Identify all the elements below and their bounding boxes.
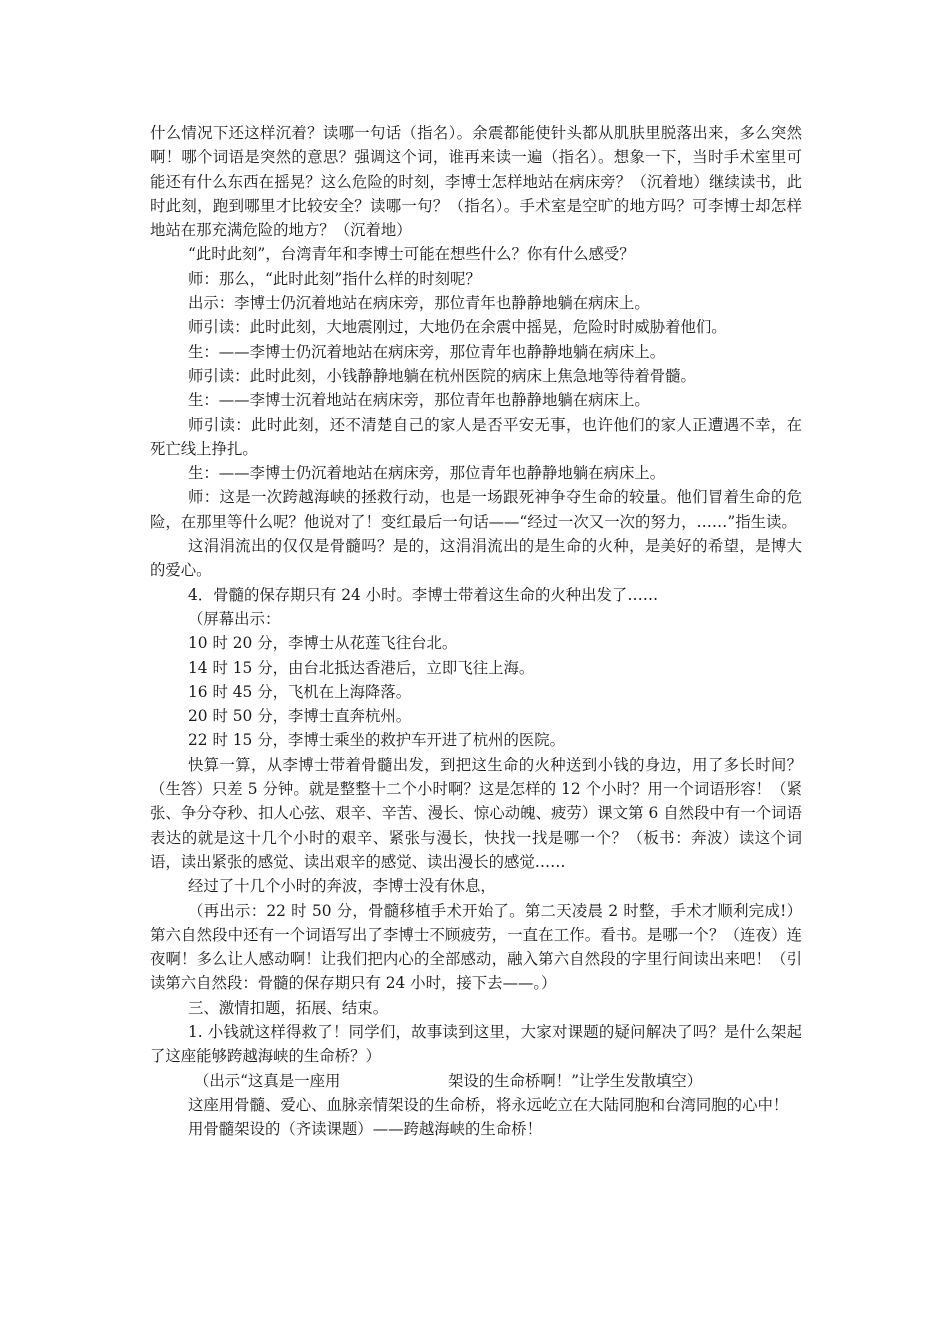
section-heading-3: 三、激情扣题，拓展、结束。 bbox=[188, 998, 389, 1017]
paragraph-3: 师：那么，“此时此刻”指什么样的时刻呢？ bbox=[188, 269, 481, 288]
paragraph-5: 师引读：此时此刻，大地震刚过，大地仍在余震中摇晃，危险时时威胁着他们。 bbox=[188, 318, 727, 337]
paragraph-1: 什么情况下还这样沉着？读哪一句话（指名）。余震都能使针头都从肌肤里脱落出来，多么突然啊！哪个词语是突然的意思？强调这个词，谁再来读一遍（指名）。想象一下，当时手术室里可能还有什么东西在摇晃？这么危险的时刻，李博士怎样地站在病床旁？（沉着地）继续读书，此时此刻，跑到哪里才比较安全？读哪一句？（指名）。手术室是空旷的地方吗？可李博士却怎样地站在那充满危险的地方？（沉着地） bbox=[150, 124, 802, 240]
paragraph-11: 师：这是一次跨越海峡的拯救行动，也是一场跟死神争夺生命的较量。他们冒着生命的危险，在那里等什么呢？他说对了！变红最后一句话——“经过一次又一次的努力，……”指生读。 bbox=[150, 488, 802, 531]
fill-in-prompt: （出示“这真是一座用 架设的生命桥啊！”让学生发散填空） bbox=[194, 1071, 703, 1090]
paragraph-24: 1. 小钱就这样得救了！同学们，故事读到这里，大家对课题的疑问解决了吗？是什么架起了这座能够跨越海峡的生命桥？） bbox=[150, 1022, 802, 1066]
paragraph-4: 出示：李博士仍沉着地站在病床旁，那位青年也静静地躺在病床上。 bbox=[188, 294, 650, 313]
paragraph-10: 生：——李博士仍沉着地站在病床旁，那位青年也静静地躺在病床上。 bbox=[188, 464, 666, 483]
paragraph-2: “此时此刻”，台湾青年和李博士可能在想些什么？你有什么感受？ bbox=[188, 245, 635, 264]
paragraph-12: 这涓涓流出的仅仅是骨髓吗？是的，这涓涓流出的是生命的火种，是美好的希望，是博大的爱心。 bbox=[150, 537, 802, 580]
timeline-item-2: 14 时 15 分，由台北抵达香港后，立即飞往上海。 bbox=[188, 658, 535, 677]
paragraph-8: 生：——李博士沉着地站在病床旁，那位青年也静静地躺在病床上。 bbox=[188, 391, 650, 410]
paragraph-22: （再出示：22 时 50 分，骨髓移植手术开始了。第二天凌晨 2 时整，手术才顺利完成!）第六自然段中还有一个词语写出了李博士不顾疲劳，一直在工作。看书。是哪一个？（连夜）连夜啊！多么让人感动啊！让我们把内心的全部感动，融入第六自然段的字里行间读出来吧！（引读第六自然段：骨髓的保存期只有 24 小时，接下去——。） bbox=[150, 901, 802, 993]
paragraph-20: 快算一算，从李博士带着骨髓出发，到把这生命的火种送到小钱的身边，用了多长时间？（生答）只差 5 分钟。就是整整十二个小时啊？这是怎样的 12 个小时？用一个词语形容！（紧张、争分夺秒、扣人心弦、艰辛、辛苦、漫长、惊心动魄、疲劳）课文第 6 自然段中有一个词语表达的就是这十几个小时的艰辛、紧张与漫长，快找一找是哪一个？（板书：奔波）读这个词语，读出紧张的感觉、读出艰辛的感觉、读出漫长的感觉…… bbox=[150, 755, 802, 871]
paragraph-7: 师引读：此时此刻，小钱静静地躺在杭州医院的病床上焦急地等待着骨髓。 bbox=[188, 366, 696, 385]
paragraph-6: 生：——李博士仍沉着地站在病床旁，那位青年也静静地躺在病床上。 bbox=[188, 342, 666, 361]
paragraph-21: 经过了十几个小时的奔波，李博士没有休息， bbox=[188, 877, 496, 896]
timeline-item-3: 16 时 45 分，飞机在上海降落。 bbox=[188, 682, 412, 701]
paragraph-9: 师引读：此时此刻，还不清楚自己的家人是否平安无事，也许他们的家人正遭遇不幸，在死亡线上挣扎。 bbox=[150, 415, 802, 458]
paragraph-14: （屏幕出示： bbox=[188, 609, 281, 628]
timeline-item-1: 10 时 20 分，李博士从花莲飞往台北。 bbox=[188, 634, 458, 653]
paragraph-13: 4．骨髓的保存期只有 24 小时。李博士带着这生命的火种出发了…… bbox=[188, 585, 659, 604]
paragraph-27: 用骨髓架设的（齐读课题）——跨越海峡的生命桥！ bbox=[188, 1120, 542, 1139]
timeline-item-5: 22 时 15 分，李博士乘坐的救护车开进了杭州的医院。 bbox=[188, 731, 566, 750]
timeline-item-4: 20 时 50 分，李博士直奔杭州。 bbox=[188, 707, 412, 726]
document-body bbox=[150, 121, 802, 1141]
paragraph-26: 这座用骨髓、爱心、血脉亲情架设的生命桥，将永远屹立在大陆同胞和台湾同胞的心中！ bbox=[188, 1095, 789, 1114]
